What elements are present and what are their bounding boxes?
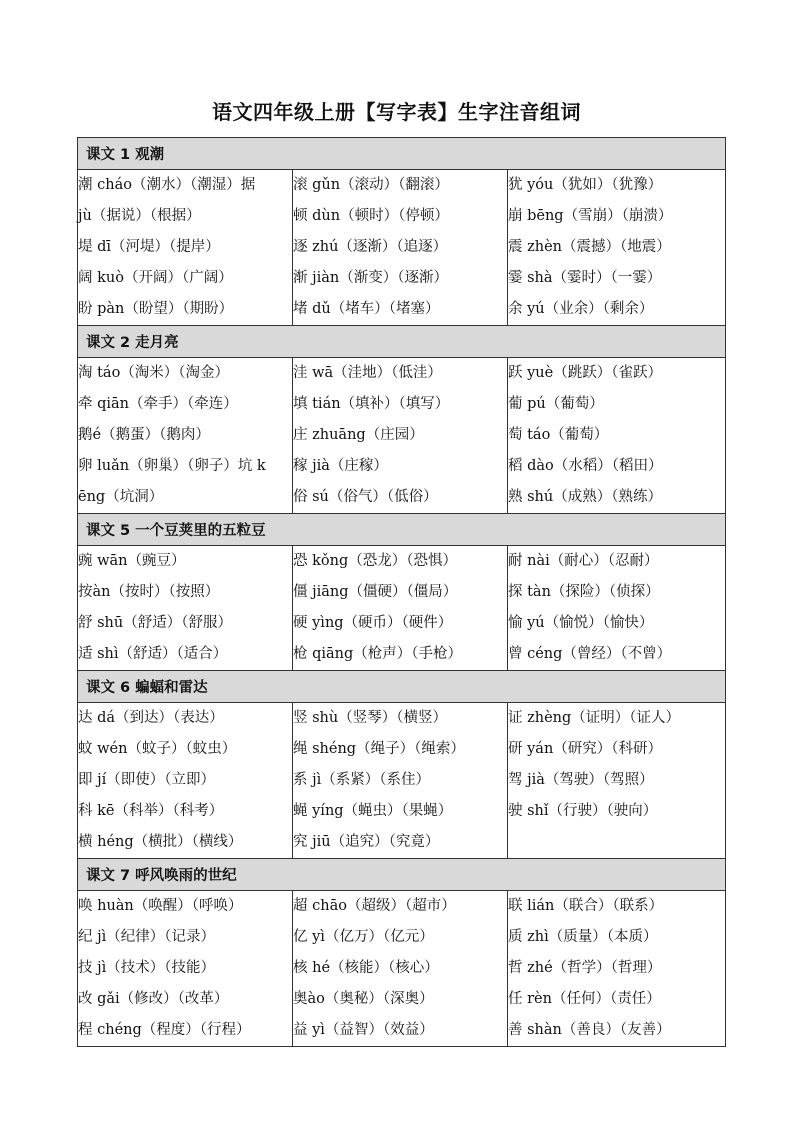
word-entry: 硬 yìng（硬币）（硬件） <box>293 615 453 631</box>
word-entry: 滚 gǔn（滚动）（翻滚） <box>293 177 449 193</box>
word-entry: 葡 pú（葡萄） <box>508 396 604 412</box>
word-entry: 系 jì（系紧）（系住） <box>293 772 430 788</box>
page-title: 语文四年级上册【写字表】生字注音组词 <box>212 100 581 124</box>
word-entry: 恐 kǒng（恐龙）（恐惧） <box>293 553 457 569</box>
word-entry: 逐 zhú（逐渐）（追逐） <box>293 239 448 255</box>
lesson-word-row <box>78 170 726 326</box>
word-entry: 竖 shù（竖琴）（横竖） <box>293 710 447 726</box>
word-entry: 绳 shéng（绳子）（绳索） <box>293 741 465 757</box>
word-entry: 耐 nài（耐心）（忍耐） <box>508 553 659 569</box>
lesson-word-row <box>78 891 726 1047</box>
word-entry: 庄 zhuāng（庄园） <box>293 427 424 443</box>
word-entry: 研 yán（研究）（科研） <box>508 741 663 757</box>
word-entry: 萄 táo（葡萄） <box>508 427 609 443</box>
lesson-header <box>78 859 726 891</box>
word-entry: 熟 shú（成熟）（熟练） <box>508 489 662 505</box>
word-entry: 哲 zhé（哲学）（哲理） <box>508 960 662 976</box>
lesson-title: 课文 6 蝙蝠和雷达 <box>78 671 726 703</box>
word-column <box>293 358 508 514</box>
word-column <box>293 170 508 326</box>
word-column <box>293 703 508 859</box>
word-entry: 舒 shū（舒适）（舒服） <box>78 615 232 631</box>
word-entry: 鹅é（鹅蛋）（鹅肉） <box>78 427 210 443</box>
word-entry: 淘 táo（淘米）（淘金） <box>78 365 230 381</box>
word-column <box>78 358 293 514</box>
word-column <box>508 170 726 326</box>
word-entry: 究 jiū（追究）（究竟） <box>293 834 440 850</box>
word-entry: 阔 kuò（开阔）（广阔） <box>78 270 233 286</box>
word-column <box>508 891 726 1047</box>
lesson-title: 课文 5 一个豆荚里的五粒豆 <box>78 514 726 546</box>
word-entry: 质 zhì（质量）（本质） <box>508 929 658 945</box>
word-entry: 按àn（按时）（按照） <box>78 584 220 600</box>
word-entry: 洼 wā（洼地）（低洼） <box>293 365 442 381</box>
word-entry: 改 gǎi（修改）（改革） <box>78 991 229 1007</box>
lesson-word-row <box>78 703 726 859</box>
word-entry: 联 lián（联合）（联系） <box>508 898 664 914</box>
word-entry: 亿 yì（亿万）（亿元） <box>293 929 434 945</box>
word-entry: 堵 dǔ（堵车）（堵塞） <box>293 301 440 317</box>
lesson-header <box>78 671 726 703</box>
word-column <box>508 358 726 514</box>
word-entry: 崩 bēng（雪崩）（崩溃） <box>508 208 673 224</box>
word-entry: 余 yú（业余）（剩余） <box>508 301 654 317</box>
word-entry: 俗 sú（俗气）（低俗） <box>293 489 438 505</box>
word-entry: jù（据说）（根据） <box>78 208 201 224</box>
word-entry: 犹 yóu（犹如）（犹豫） <box>508 177 663 193</box>
lesson-word-row <box>78 546 726 671</box>
word-column <box>508 546 726 671</box>
word-entry: 蚊 wén（蚊子）（蚊虫） <box>78 741 237 757</box>
word-entry: 牵 qiān（牵手）（牵连） <box>78 396 238 412</box>
word-entry: 横 héng（横批）（横线） <box>78 834 243 850</box>
lesson-header <box>78 514 726 546</box>
word-entry: 证 zhèng（证明）（证人） <box>508 710 681 726</box>
word-column <box>293 891 508 1047</box>
word-column <box>293 546 508 671</box>
word-entry: 核 hé（核能）（核心） <box>293 960 439 976</box>
word-entry: 纪 jì（纪律）（记录） <box>78 929 215 945</box>
word-entry: 曾 céng（曾经）（不曾） <box>508 646 672 662</box>
word-column <box>78 170 293 326</box>
word-column <box>78 703 293 859</box>
word-entry: 适 shì（舒适）（适合） <box>78 646 228 662</box>
word-column <box>78 891 293 1047</box>
word-entry: 卵 luǎn（卵巢）（卵子）坑 k <box>78 458 266 474</box>
word-entry: 盼 pàn（盼望）（期盼） <box>78 301 234 317</box>
word-entry: 益 yì（益智）（效益） <box>293 1022 434 1038</box>
word-entry: 霎 shà（霎时）（一霎） <box>508 270 662 286</box>
word-entry: 跃 yuè（跳跃）（雀跃） <box>508 365 662 381</box>
word-table <box>77 137 726 1047</box>
word-entry: 蝇 yíng（蝇虫）（果蝇） <box>293 803 453 819</box>
word-entry: 填 tián（填补）（填写） <box>293 396 450 412</box>
lesson-title: 课文 1 观潮 <box>78 138 726 170</box>
word-entry: 愉 yú（愉悦）（愉快） <box>508 615 654 631</box>
word-entry: 驾 jià（驾驶）（驾照） <box>508 772 654 788</box>
lesson-title: 课文 2 走月亮 <box>78 326 726 358</box>
word-entry: 豌 wān（豌豆） <box>78 553 186 569</box>
word-entry: 达 dá（到达）（表达） <box>78 710 224 726</box>
word-entry: 善 shàn（善良）（友善） <box>508 1022 671 1038</box>
lesson-header <box>78 138 726 170</box>
word-entry: 程 chéng（程度）（行程） <box>78 1022 251 1038</box>
lesson-word-row <box>78 358 726 514</box>
word-entry: 超 chāo（超级）（超市） <box>293 898 456 914</box>
word-column <box>508 703 726 859</box>
word-entry: 稻 dào（水稻）（稻田） <box>508 458 663 474</box>
word-entry: 任 rèn（任何）（责任） <box>508 991 661 1007</box>
word-entry: 奥ào（奥秘）（深奥） <box>293 991 434 1007</box>
word-entry: 科 kē（科举）（科考） <box>78 803 224 819</box>
word-entry: 探 tàn（探险）（侦探） <box>508 584 660 600</box>
word-entry: 震 zhèn（震撼）（地震） <box>508 239 671 255</box>
word-entry: 即 jí（即使）（立即） <box>78 772 215 788</box>
word-entry: 顿 dùn（顿时）（停顿） <box>293 208 449 224</box>
word-entry: 枪 qiāng（枪声）（手枪） <box>293 646 463 662</box>
lesson-header <box>78 326 726 358</box>
word-entry: 驶 shǐ（行驶）（驶向） <box>508 803 658 819</box>
word-column <box>78 546 293 671</box>
word-entry: 僵 jiāng（僵硬）（僵局） <box>293 584 458 600</box>
word-entry: 唤 huàn（唤醒）（呼唤） <box>78 898 243 914</box>
word-entry: 堤 dī（河堤）（提岸） <box>78 239 220 255</box>
word-entry: 潮 cháo（潮水）（潮湿）据 <box>78 177 256 193</box>
word-entry: ēng（坑洞） <box>78 489 164 505</box>
word-entry: 稼 jià（庄稼） <box>293 458 388 474</box>
word-entry: 渐 jiàn（渐变）（逐渐） <box>293 270 448 286</box>
lesson-title: 课文 7 呼风唤雨的世纪 <box>78 859 726 891</box>
word-entry: 技 jì（技术）（技能） <box>78 960 215 976</box>
